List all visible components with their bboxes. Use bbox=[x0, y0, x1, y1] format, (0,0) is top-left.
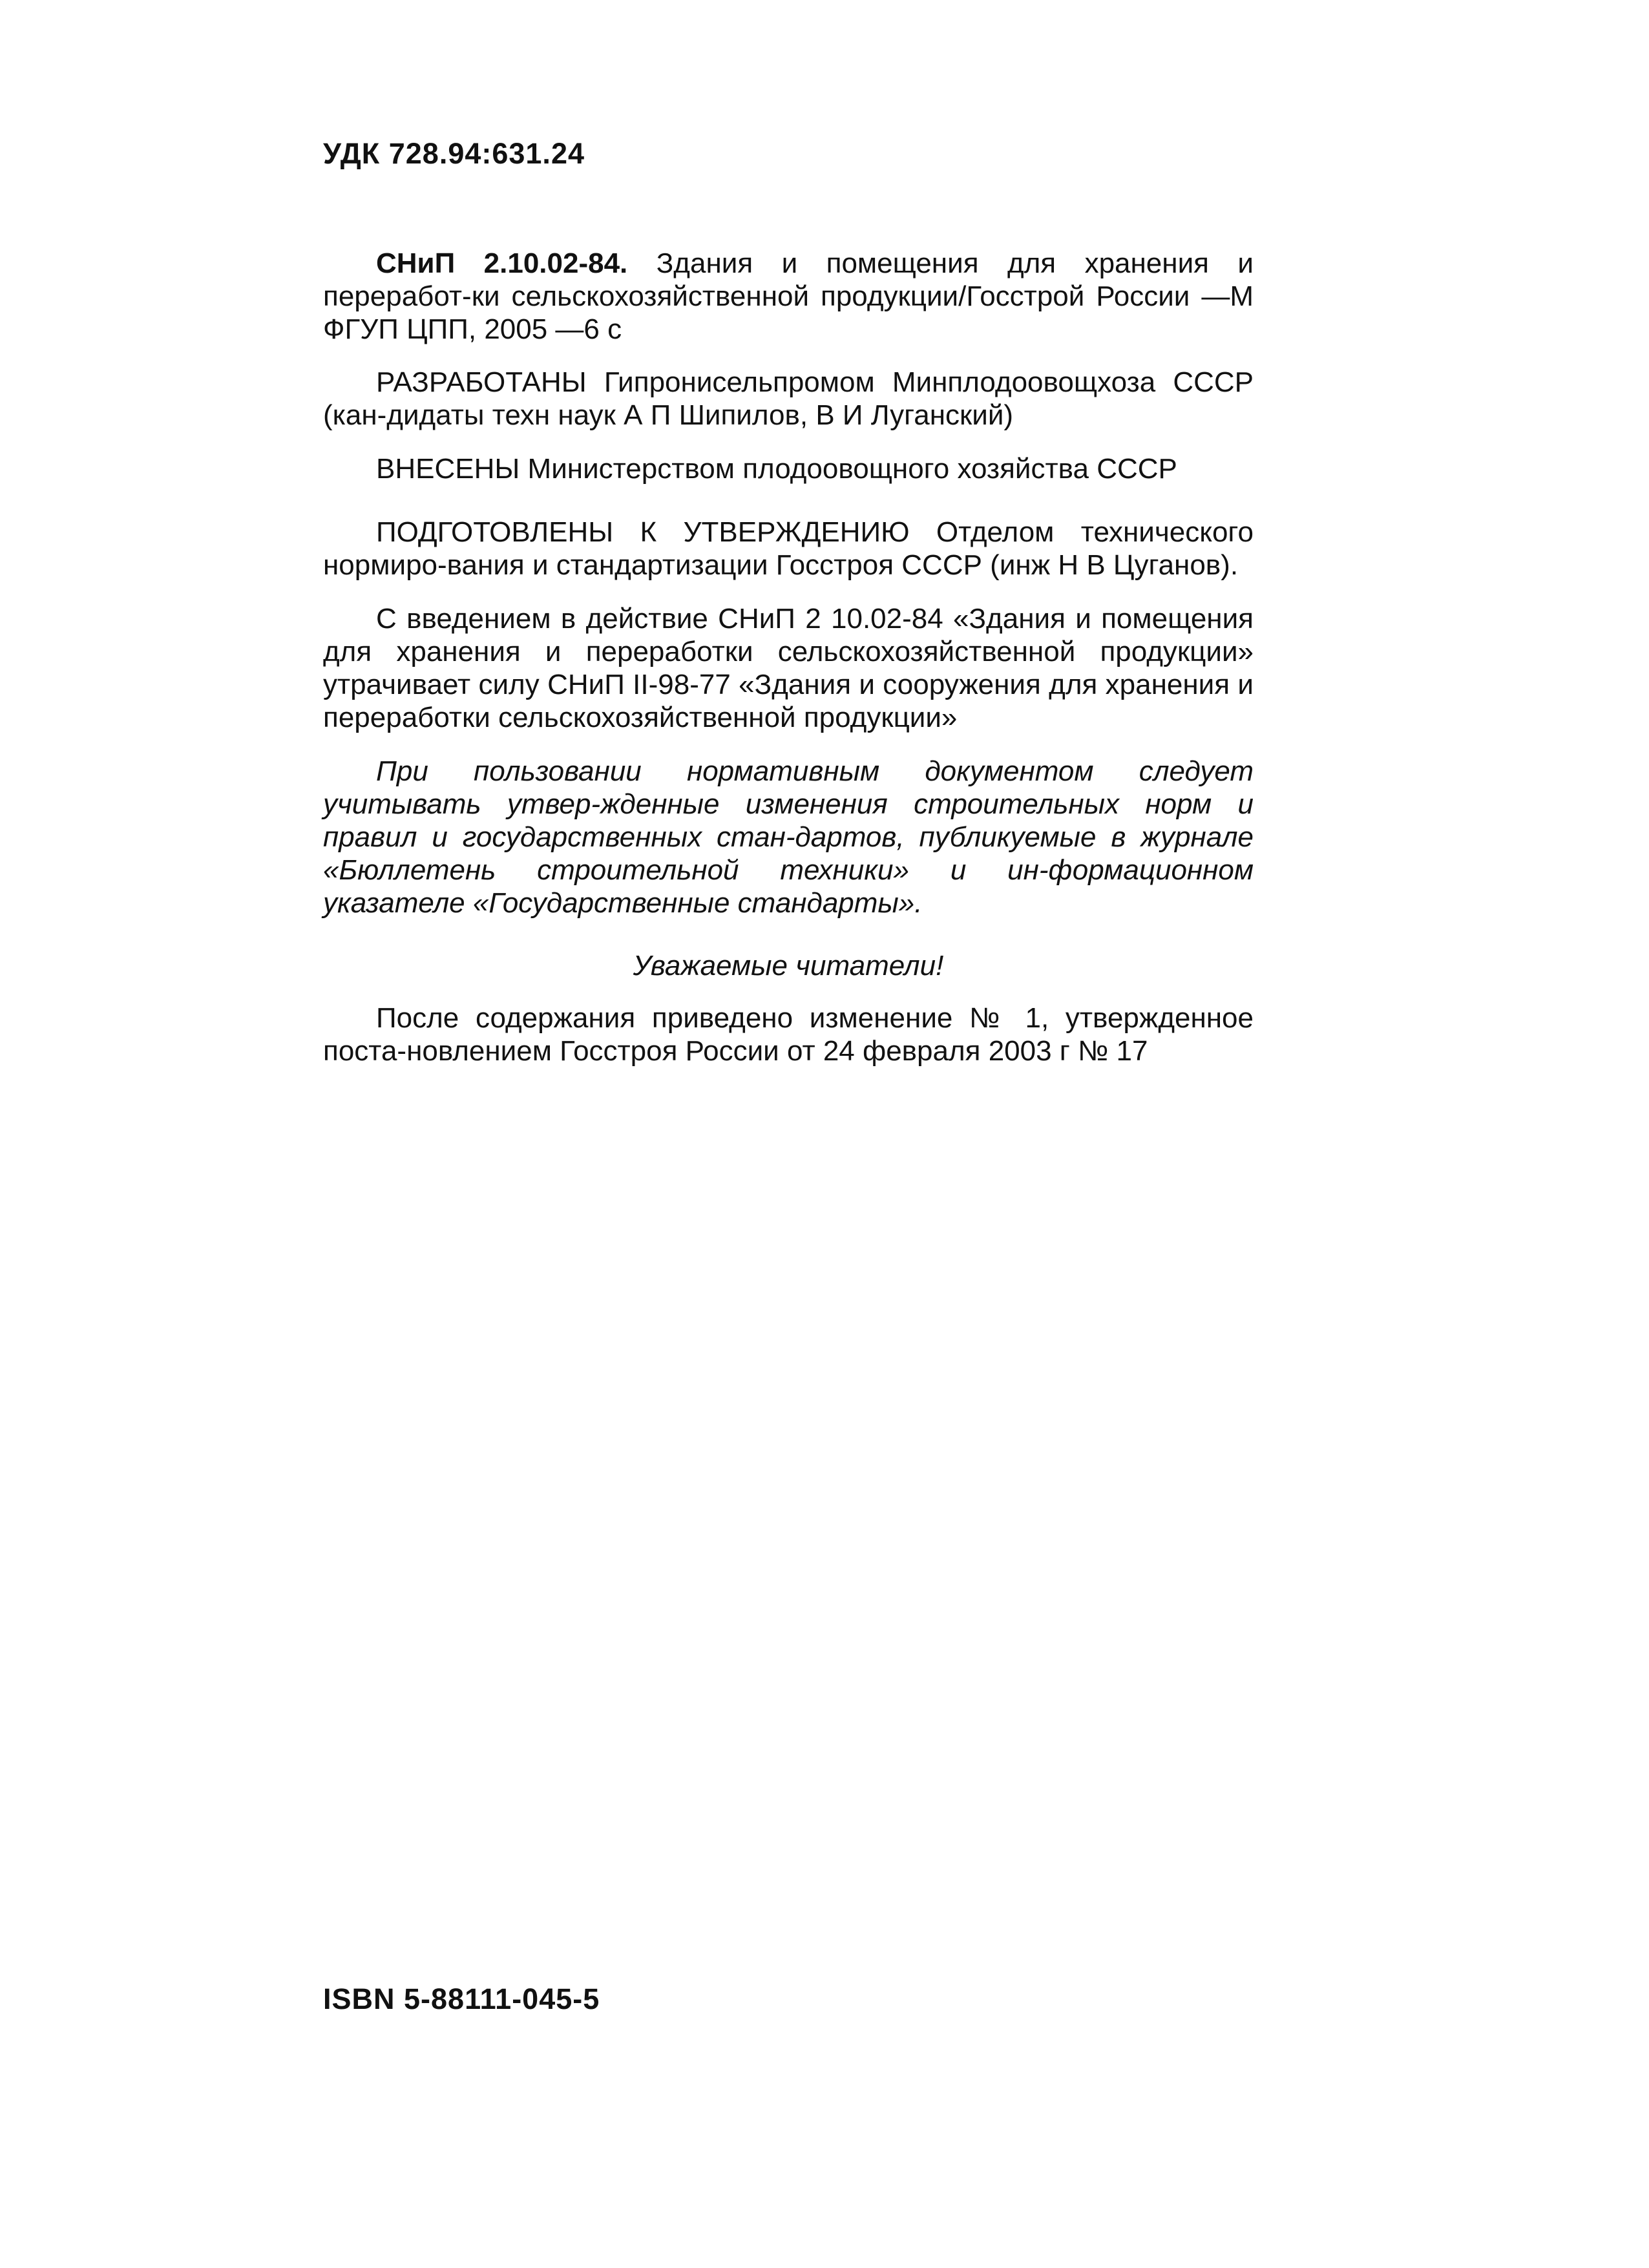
citation-code: СНиП 2.10.02-84. bbox=[376, 247, 628, 279]
prepared-text: ПОДГОТОВЛЕНЫ К УТВЕРЖДЕНИЮ Отделом технического нормиро-вания и стандартизации Госстроя СССР (инж Н В Цуганов). bbox=[323, 516, 1254, 581]
usage-note-block bbox=[323, 755, 1254, 919]
developed-block bbox=[323, 366, 1254, 432]
citation-block bbox=[323, 247, 1254, 346]
readers-text: После содержания приведено изменение № 1, утвержденное поста-новлением Госстроя России от 24 февраля 2003 г № 17 bbox=[323, 1002, 1254, 1067]
replacement-block bbox=[323, 602, 1254, 734]
introduced-text: ВНЕСЕНЫ Министерством плодоовощного хозяйства СССР bbox=[376, 453, 1177, 485]
citation-text: Здания и помещения для хранения и переработ-ки сельскохозяйственной продукции/Госстрой России —М ФГУП ЦПП, 2005 —6 с bbox=[323, 247, 1254, 345]
developed-text: РАЗРАБОТАНЫ Гипронисельпромом Минплодоовощхоза СССР (кан-дидаты техн наук А П Шипилов, В И Луганский) bbox=[323, 366, 1254, 431]
replacement-text: С введением в действие СНиП 2 10.02-84 «Здания и помещения для хранения и переработки сельскохозяйственной продукции» утрачивает силу СНиП II-98-77 «Здания и сооружения для хранения и переработки сельскохозяйственной продукции» bbox=[323, 603, 1254, 733]
prepared-block bbox=[323, 516, 1254, 582]
readers-title: Уважаемые читатели! bbox=[633, 950, 944, 982]
introduced-block bbox=[323, 452, 1254, 485]
udk-code: УДК 728.94:631.24 bbox=[323, 137, 585, 170]
usage-note-text: При пользовании нормативным документом следует учитывать утвер-жденные изменения строительных норм и правил и государственных стан-дартов, публикуемые в журнале «Бюллетень строительной техники» и ин-формационном указателе «Государственные стандарты». bbox=[323, 755, 1254, 919]
readers-block bbox=[323, 1002, 1254, 1067]
isbn: ISBN 5-88111-045-5 bbox=[323, 1982, 600, 2015]
